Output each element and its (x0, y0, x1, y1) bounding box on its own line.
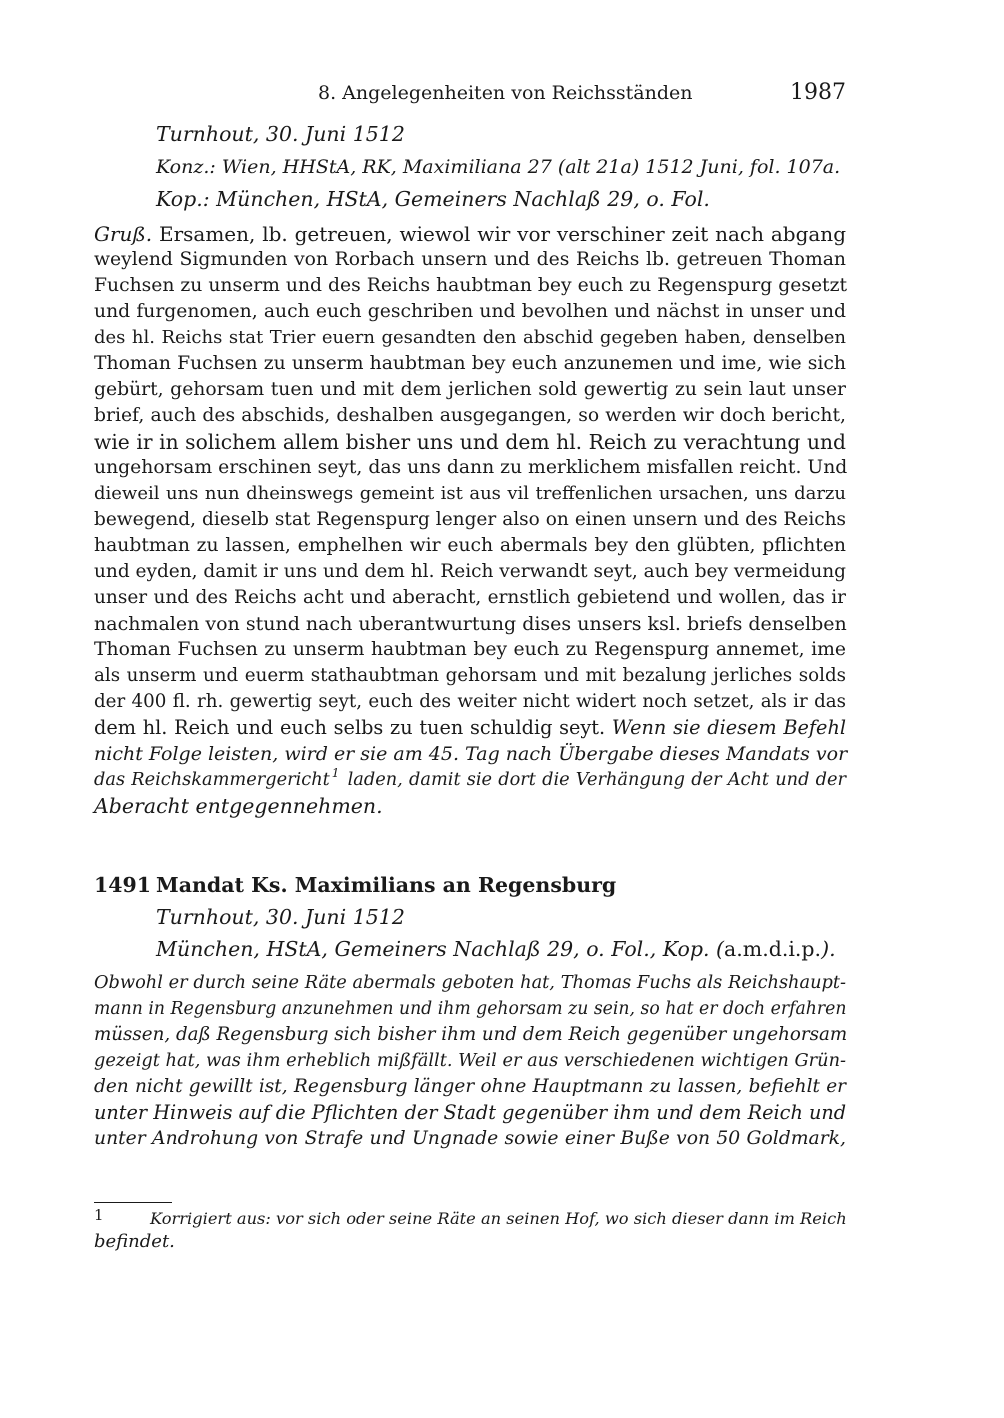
doc2-title-line (94, 872, 846, 898)
body-line: des hl. Reichs stat Trier euern gesandten den abschid gegeben haben, denselben (94, 327, 846, 348)
body-line: unser und des Reichs acht und aberacht, ernstlich gebietend und wollen, das ir (94, 587, 846, 608)
summary-line: müssen, daß Regensburg sich bisher ihm und dem Reich gegenüber ungehorsam (94, 1024, 848, 1045)
footnote-text: Korrigiert aus: vor sich oder seine Räte an seinen Hof, wo sich dieser dann im Reich (150, 1209, 847, 1228)
doc2-number: 1491 (94, 873, 152, 897)
greeting: Gruß. (94, 222, 153, 246)
doc1-source-kop: Kop.: München, HStA, Gemeiners Nachlaß 29, o. Fol. (156, 187, 710, 211)
doc2-place-date: Turnhout, 30. Juni 1512 (156, 905, 405, 929)
body-line: weylend Sigmunden von Rorbach unsern und des Reichs lb. getreuen Thoman (94, 249, 846, 270)
body-text: dem hl. Reich und euch selbs zu tuen schuldig seyt. (94, 716, 612, 739)
body-line: als unserm und euerm stathaubtman gehorsam und mit bezalung jerliches solds (94, 665, 846, 686)
footnote-line (94, 1207, 846, 1230)
body-line: nicht Folge leisten, wird er sie am 45. Tag nach Übergabe dieses Mandats vor (94, 743, 848, 765)
summary-line: den nicht gewillt ist, Regensburg länger ohne Hauptmann zu lassen, befiehlt er (94, 1076, 846, 1097)
doc2-heading (94, 872, 846, 898)
summary-line: unter Hinweis auf die Pflichten der Stadt gegenüber ihm und dem Reich und (94, 1101, 847, 1124)
page-number: 1987 (790, 80, 846, 105)
source-text: ). (821, 937, 836, 961)
body-line (94, 221, 846, 247)
source-abbr: a.m.d.i.p. (724, 937, 822, 961)
body-line: und furgenomen, auch euch geschriben und bevolhen und nächst in unser und (94, 301, 846, 322)
doc2-place-wrap (94, 904, 846, 930)
footnote (94, 1207, 846, 1253)
running-title: 8. Angelegenheiten von Reichsständen (318, 82, 693, 104)
body-line: haubtman zu lassen, emphelhen wir euch abermals bey den glübten, pflichten (94, 535, 846, 556)
body-line: Fuchsen zu unserm und des Reichs haubtman bey euch zu Regenspurg gesetzt (94, 275, 847, 296)
doc1-source2-wrap (94, 186, 846, 212)
body-line: und eyden, damit ir uns und dem hl. Reich verwandt seyt, auch bey vermeidung (94, 561, 846, 582)
footnote-line: befindet. (94, 1231, 175, 1252)
body-line (94, 767, 846, 793)
body-line: wie ir in solichem allem bisher uns und dem hl. Reich zu verachtung und (94, 430, 846, 454)
body-line: Aberacht entgegennehmen. (94, 794, 383, 818)
source-text: München, HStA, Gemeiners Nachlaß 29, o. Fol., Kop. ( (156, 937, 725, 961)
body-line: Thoman Fuchsen zu unserm haubtman bey euch zu Regenspurg annemet, ime (94, 639, 846, 660)
doc2-summary (94, 970, 846, 1152)
summary-text: Wenn sie diesem Befehl (611, 716, 846, 739)
summary-text: das Reichskammergericht (94, 770, 330, 790)
doc2-source (94, 936, 846, 962)
body-line: gebürt, gehorsam tuen und mit dem jerlichen sold gewertig zu sein laut unser (94, 379, 846, 400)
body-line: bewegend, dieselb stat Regenspurg lenger also on einen unsern und des Reichs (94, 509, 846, 530)
footnote-ref[interactable]: 1 (331, 766, 340, 780)
body-line: brief, auch des abschids, deshalben ausgegangen, so werden wir doch bericht, (94, 405, 846, 426)
body-line: dieweil uns nun dheinswegs gemeint ist aus vil treffenlichen ursachen, uns darzu (94, 483, 846, 504)
doc2-title: Mandat Ks. Maximilians an Regensburg (156, 873, 617, 897)
doc1-meta (94, 121, 846, 147)
body-line: der 400 fl. rh. gewertig seyt, euch des weiter nicht widert noch setzet, als ir das (94, 691, 846, 712)
body-line: nachmalen von stund nach uberantwurtung dises unsers ksl. briefs denselben (94, 613, 847, 635)
doc2-source-wrap (94, 936, 846, 962)
summary-text: laden, damit sie dort die Verhängung der Acht und der (341, 770, 846, 790)
doc1-source1-wrap (94, 154, 846, 180)
doc1-source-konz: Konz.: Wien, HHStA, RK, Maximiliana 27 (alt 21a) 1512 Juni, fol. 107a. (156, 156, 841, 178)
body-line: Thoman Fuchsen zu unserm haubtman bey euch anzunemen und ime, wie sich (94, 353, 846, 374)
footnote-number: 1 (94, 1206, 104, 1224)
summary-line: mann in Regensburg anzunehmen und ihm gehorsam zu sein, so hat er doch erfahren (94, 999, 847, 1019)
summary-line: unter Androhung von Strafe und Ungnade sowie einer Buße von 50 Goldmark, (94, 1128, 846, 1149)
body-text: Ersamen, lb. getreuen, wiewol wir vor verschiner zeit nach abgang (152, 222, 846, 246)
footnote-rule (94, 1202, 172, 1203)
body-line: ungehorsam erschinen seyt, das uns dann zu merklichem misfallen reicht. Und (94, 457, 848, 478)
summary-line: Obwohl er durch seine Räte abermals geboten hat, Thomas Fuchs als Reichshaupt- (94, 973, 846, 993)
doc1-place-date: Turnhout, 30. Juni 1512 (156, 122, 405, 146)
summary-line: gezeigt hat, was ihm erheblich mißfällt. Weil er aus verschiedenen wichtigen Grün- (94, 1051, 846, 1071)
body-line (94, 715, 846, 741)
doc1-body (94, 221, 846, 819)
